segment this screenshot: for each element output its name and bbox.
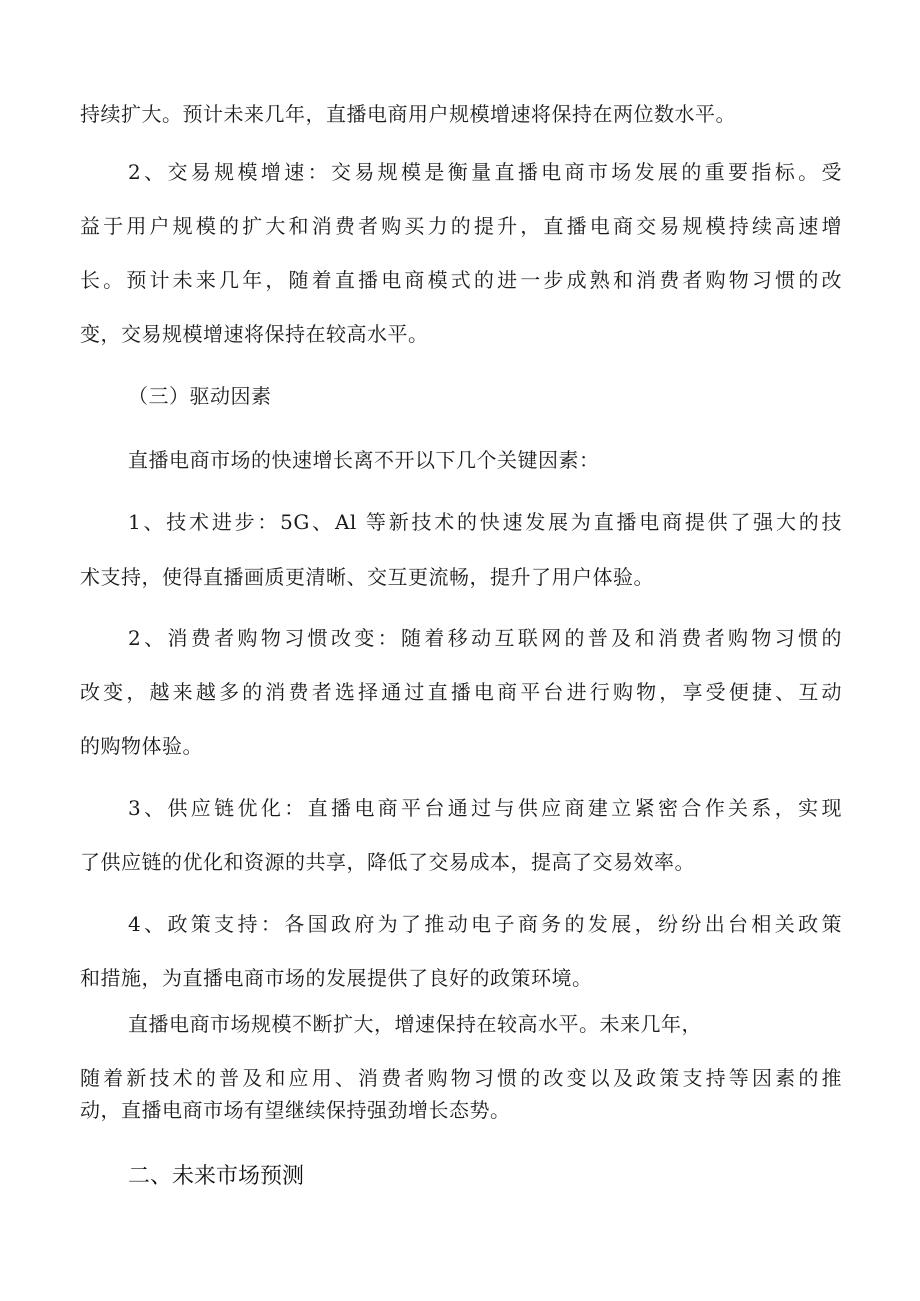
paragraph-line: 的购物体验。 <box>80 734 203 758</box>
paragraph-line: 了供应链的优化和资源的共享，降低了交易成本，提高了交易效率。 <box>80 850 695 874</box>
paragraph-line: 3、供应链优化：直播电商平台通过与供应商建立紧密合作关系，实现 <box>128 796 842 820</box>
section-heading: 二、未来市场预测 <box>128 1164 305 1189</box>
paragraph-line: 直播电商市场的快速增长离不开以下几个关键因素： <box>128 448 600 472</box>
paragraph-line: 和措施，为直播电商市场的发展提供了良好的政策环境。 <box>80 966 593 990</box>
paragraph-line: 直播电商市场规模不断扩大，增速保持在较高水平。未来几年， <box>128 1012 702 1036</box>
sub-heading: （三）驱动因素 <box>128 384 272 408</box>
paragraph-line: 动，直播电商市场有望继续保持强劲增长态势。 <box>80 1098 511 1122</box>
paragraph-line: 术支持，使得直播画质更清晰、交互更流畅，提升了用户体验。 <box>80 565 654 589</box>
paragraph-line: 持续扩大。预计未来几年，直播电商用户规模增速将保持在两位数水平。 <box>80 102 736 126</box>
paragraph-line: 益于用户规模的扩大和消费者购买力的提升，直播电商交易规模持续高速增 <box>80 214 842 238</box>
paragraph-line: 改变，越来越多的消费者选择通过直播电商平台进行购物，享受便捷、互动 <box>80 680 842 704</box>
paragraph-line: 随着新技术的普及和应用、消费者购物习惯的改变以及政策支持等因素的推 <box>80 1066 842 1090</box>
paragraph-line: 变，交易规模增速将保持在较高水平。 <box>80 322 429 346</box>
paragraph-line: 长。预计未来几年，随着直播电商模式的进一步成熟和消费者购物习惯的改 <box>80 268 842 292</box>
paragraph-line: 4、政策支持：各国政府为了推动电子商务的发展，纷纷出台相关政策 <box>128 912 842 936</box>
paragraph-line: 2、交易规模增速：交易规模是衡量直播电商市场发展的重要指标。受 <box>128 160 842 184</box>
paragraph-line: 2、消费者购物习惯改变：随着移动互联网的普及和消费者购物习惯的 <box>128 626 842 650</box>
paragraph-line: 1、技术进步：5G、Al 等新技术的快速发展为直播电商提供了强大的技 <box>128 510 842 534</box>
